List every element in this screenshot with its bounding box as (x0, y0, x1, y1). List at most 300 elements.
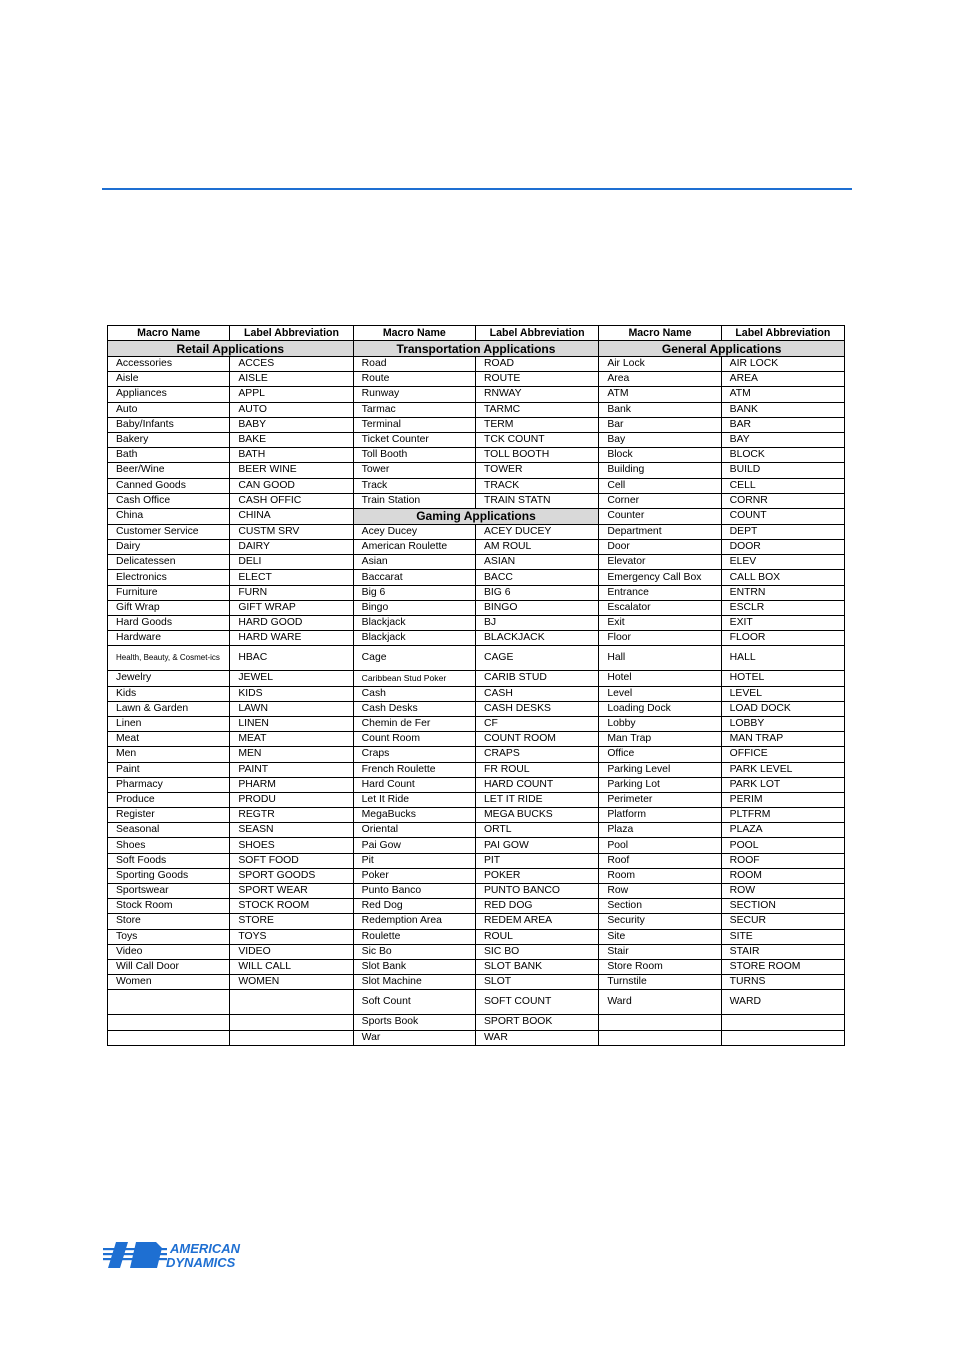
label-abbreviation-cell: TERM (475, 417, 598, 432)
macro-name-cell: Men (108, 747, 230, 762)
label-abbreviation-cell: TCK COUNT (475, 432, 598, 447)
macro-name-cell: Platform (599, 808, 721, 823)
macro-name-cell: Train Station (353, 493, 475, 508)
label-abbreviation-cell: BAR (721, 417, 844, 432)
macro-name-cell: Block (599, 448, 721, 463)
label-abbreviation-cell: MEGA BUCKS (475, 808, 598, 823)
label-abbreviation-cell: BANK (721, 402, 844, 417)
label-abbreviation-cell (230, 1015, 353, 1030)
column-header: Label Abbreviation (721, 326, 844, 341)
label-abbreviation-cell: HARD GOOD (230, 616, 353, 631)
macro-name-cell: Roof (599, 853, 721, 868)
macro-name-cell: Store Room (599, 959, 721, 974)
macro-name-cell: Redemption Area (353, 914, 475, 929)
macro-name-cell: Meat (108, 732, 230, 747)
table-row (108, 570, 845, 585)
label-abbreviation-cell: ELECT (230, 570, 353, 585)
label-abbreviation-cell: ROOF (721, 853, 844, 868)
macro-name-cell: War (353, 1030, 475, 1045)
label-abbreviation-cell: ACCES (230, 357, 353, 372)
label-abbreviation-cell: PUNTO BANCO (475, 884, 598, 899)
label-abbreviation-cell: BJ (475, 616, 598, 631)
label-abbreviation-cell: AM ROUL (475, 540, 598, 555)
table-row (108, 555, 845, 570)
label-abbreviation-cell: JEWEL (230, 671, 353, 686)
table-row (108, 884, 845, 899)
column-header-row (108, 326, 845, 341)
label-abbreviation-cell: SHOES (230, 838, 353, 853)
label-abbreviation-cell: MEN (230, 747, 353, 762)
macro-name-cell: Bingo (353, 600, 475, 615)
label-abbreviation-cell: KIDS (230, 686, 353, 701)
macro-name-cell: Pai Gow (353, 838, 475, 853)
label-abbreviation-cell: PLAZA (721, 823, 844, 838)
macro-name-cell: Hard Count (353, 777, 475, 792)
label-abbreviation-cell: AREA (721, 372, 844, 387)
macro-name-cell: Toll Booth (353, 448, 475, 463)
label-abbreviation-cell: HBAC (230, 646, 353, 671)
label-abbreviation-cell: APPL (230, 387, 353, 402)
macro-name-cell (108, 1015, 230, 1030)
label-abbreviation-cell: STORE ROOM (721, 959, 844, 974)
macro-name-cell: Security (599, 914, 721, 929)
macro-name-cell: Emergency Call Box (599, 570, 721, 585)
macro-name-cell: Sic Bo (353, 944, 475, 959)
macro-name-cell: Cash Office (108, 493, 230, 508)
label-abbreviation-cell: STOCK ROOM (230, 899, 353, 914)
label-abbreviation-cell: ORTL (475, 823, 598, 838)
label-abbreviation-cell: BLOCK (721, 448, 844, 463)
macro-name-cell: Red Dog (353, 899, 475, 914)
macro-name-cell: ATM (599, 387, 721, 402)
label-abbreviation-cell: SPORT GOODS (230, 868, 353, 883)
macro-name-cell: Pool (599, 838, 721, 853)
macro-name-cell: Section (599, 899, 721, 914)
table-row (108, 540, 845, 555)
label-abbreviation-cell: POKER (475, 868, 598, 883)
table-row (108, 646, 845, 671)
label-abbreviation-cell: AISLE (230, 372, 353, 387)
label-abbreviation-cell (230, 1030, 353, 1045)
macro-name-cell: Entrance (599, 585, 721, 600)
label-abbreviation-cell: RED DOG (475, 899, 598, 914)
label-abbreviation-cell: ACEY DUCEY (475, 524, 598, 539)
macro-name-cell: Count Room (353, 732, 475, 747)
macro-name-cell: Elevator (599, 555, 721, 570)
label-abbreviation-cell: LINEN (230, 716, 353, 731)
macro-name-cell: Air Lock (599, 357, 721, 372)
label-abbreviation-cell: DEPT (721, 524, 844, 539)
logo-text-american: AMERICAN (170, 1241, 241, 1256)
macro-name-cell: Video (108, 944, 230, 959)
macro-name-cell: Bar (599, 417, 721, 432)
section-header: Transportation Applications (353, 341, 599, 357)
label-abbreviation-cell: CORNR (721, 493, 844, 508)
macro-name-cell: Electronics (108, 570, 230, 585)
label-abbreviation-cell: TURNS (721, 975, 844, 990)
table-body (108, 341, 845, 1046)
macro-name-cell (599, 1015, 721, 1030)
macro-table-container (107, 325, 845, 1046)
table-row (108, 929, 845, 944)
macro-name-cell: Chemin de Fer (353, 716, 475, 731)
macro-name-cell: MegaBucks (353, 808, 475, 823)
label-abbreviation-cell: DELI (230, 555, 353, 570)
label-abbreviation-cell: SECUR (721, 914, 844, 929)
macro-name-cell: Acey Ducey (353, 524, 475, 539)
section-header: Retail Applications (108, 341, 354, 357)
label-abbreviation-cell: FR ROUL (475, 762, 598, 777)
macro-name-cell: Escalator (599, 600, 721, 615)
label-abbreviation-cell: TOLL BOOTH (475, 448, 598, 463)
macro-name-cell: Turnstile (599, 975, 721, 990)
label-abbreviation-cell: ROUTE (475, 372, 598, 387)
macro-name-cell: Sporting Goods (108, 868, 230, 883)
label-abbreviation-cell: FLOOR (721, 631, 844, 646)
label-abbreviation-cell: CUSTM SRV (230, 524, 353, 539)
macro-name-cell: Hotel (599, 671, 721, 686)
label-abbreviation-cell: SITE (721, 929, 844, 944)
label-abbreviation-cell: WILL CALL (230, 959, 353, 974)
table-row (108, 959, 845, 974)
label-abbreviation-cell: TARMC (475, 402, 598, 417)
macro-name-cell: Perimeter (599, 792, 721, 807)
macro-name-cell: Cage (353, 646, 475, 671)
macro-name-cell: Customer Service (108, 524, 230, 539)
macro-name-cell: Lobby (599, 716, 721, 731)
label-abbreviation-cell: ROUL (475, 929, 598, 944)
macro-name-cell: Ward (599, 990, 721, 1015)
label-abbreviation-cell: TRACK (475, 478, 598, 493)
table-row (108, 990, 845, 1015)
label-abbreviation-cell: SOFT FOOD (230, 853, 353, 868)
macro-name-cell: Terminal (353, 417, 475, 432)
label-abbreviation-cell: SIC BO (475, 944, 598, 959)
label-abbreviation-cell: PERIM (721, 792, 844, 807)
macro-name-cell: Soft Count (353, 990, 475, 1015)
macro-abbreviation-table (107, 325, 845, 1046)
label-abbreviation-cell: FURN (230, 585, 353, 600)
macro-name-cell: Road (353, 357, 475, 372)
macro-name-cell: Slot Machine (353, 975, 475, 990)
table-row (108, 357, 845, 372)
macro-name-cell: Plaza (599, 823, 721, 838)
macro-name-cell: Bakery (108, 432, 230, 447)
macro-name-cell: Stair (599, 944, 721, 959)
label-abbreviation-cell: VIDEO (230, 944, 353, 959)
label-abbreviation-cell: PARK LEVEL (721, 762, 844, 777)
label-abbreviation-cell: DOOR (721, 540, 844, 555)
section-header-row (108, 341, 845, 357)
macro-name-cell: Lawn & Garden (108, 701, 230, 716)
label-abbreviation-cell: SECTION (721, 899, 844, 914)
table-row (108, 1030, 845, 1045)
table-row (108, 777, 845, 792)
macro-name-cell (108, 1030, 230, 1045)
label-abbreviation-cell: STAIR (721, 944, 844, 959)
label-abbreviation-cell: BLACKJACK (475, 631, 598, 646)
ad-monogram-icon (103, 1242, 167, 1268)
macro-name-cell: Shoes (108, 838, 230, 853)
column-header: Macro Name (599, 326, 721, 341)
macro-name-cell: Dairy (108, 540, 230, 555)
label-abbreviation-cell: CELL (721, 478, 844, 493)
macro-name-cell: Punto Banco (353, 884, 475, 899)
macro-name-cell: Site (599, 929, 721, 944)
macro-name-cell: Accessories (108, 357, 230, 372)
table-row (108, 808, 845, 823)
label-abbreviation-cell: CASH (475, 686, 598, 701)
label-abbreviation-cell: BAY (721, 432, 844, 447)
macro-name-cell: Area (599, 372, 721, 387)
label-abbreviation-cell: MEAT (230, 732, 353, 747)
label-abbreviation-cell: PAI GOW (475, 838, 598, 853)
table-row (108, 868, 845, 883)
table-row (108, 478, 845, 493)
macro-name-cell: Soft Foods (108, 853, 230, 868)
label-abbreviation-cell: HOTEL (721, 671, 844, 686)
macro-name-cell: Exit (599, 616, 721, 631)
macro-name-cell: Corner (599, 493, 721, 508)
table-row (108, 417, 845, 432)
label-abbreviation-cell: BIG 6 (475, 585, 598, 600)
label-abbreviation-cell: PLTFRM (721, 808, 844, 823)
macro-name-cell: Hall (599, 646, 721, 671)
macro-name-cell: Big 6 (353, 585, 475, 600)
macro-name-cell: Roulette (353, 929, 475, 944)
macro-name-cell: Let It Ride (353, 792, 475, 807)
table-row (108, 463, 845, 478)
macro-name-cell: Seasonal (108, 823, 230, 838)
label-abbreviation-cell: AUTO (230, 402, 353, 417)
label-abbreviation-cell: HARD COUNT (475, 777, 598, 792)
label-abbreviation-cell: CF (475, 716, 598, 731)
table-row (108, 716, 845, 731)
label-abbreviation-cell: CASH OFFIC (230, 493, 353, 508)
macro-name-cell: Loading Dock (599, 701, 721, 716)
macro-name-cell (108, 990, 230, 1015)
table-row (108, 616, 845, 631)
macro-name-cell: Stock Room (108, 899, 230, 914)
macro-name-cell: Toys (108, 929, 230, 944)
macro-name-cell: Bay (599, 432, 721, 447)
label-abbreviation-cell: SPORT BOOK (475, 1015, 598, 1030)
macro-name-cell: Counter (599, 508, 721, 524)
macro-name-cell: Building (599, 463, 721, 478)
macro-name-cell: Cash (353, 686, 475, 701)
label-abbreviation-cell: PRODU (230, 792, 353, 807)
american-dynamics-logo (102, 1238, 272, 1272)
macro-name-cell: Sportswear (108, 884, 230, 899)
table-row (108, 899, 845, 914)
macro-name-cell: Beer/Wine (108, 463, 230, 478)
macro-name-cell: Register (108, 808, 230, 823)
label-abbreviation-cell: SLOT BANK (475, 959, 598, 974)
label-abbreviation-cell: TRAIN STATN (475, 493, 598, 508)
label-abbreviation-cell: BATH (230, 448, 353, 463)
macro-name-cell: Baccarat (353, 570, 475, 585)
table-row (108, 838, 845, 853)
macro-name-cell: Oriental (353, 823, 475, 838)
label-abbreviation-cell: WARD (721, 990, 844, 1015)
label-abbreviation-cell: REGTR (230, 808, 353, 823)
table-row (108, 914, 845, 929)
macro-name-cell: Linen (108, 716, 230, 731)
label-abbreviation-cell: CHINA (230, 508, 353, 524)
macro-name-cell: Furniture (108, 585, 230, 600)
label-abbreviation-cell: ROAD (475, 357, 598, 372)
table-row (108, 402, 845, 417)
column-header: Label Abbreviation (230, 326, 353, 341)
table-row (108, 508, 845, 524)
label-abbreviation-cell: STORE (230, 914, 353, 929)
label-abbreviation-cell: BACC (475, 570, 598, 585)
macro-name-cell: Gift Wrap (108, 600, 230, 615)
macro-name-cell: Floor (599, 631, 721, 646)
label-abbreviation-cell: LEVEL (721, 686, 844, 701)
label-abbreviation-cell: BAKE (230, 432, 353, 447)
label-abbreviation-cell (721, 1030, 844, 1045)
table-row (108, 792, 845, 807)
macro-name-cell: Slot Bank (353, 959, 475, 974)
macro-name-cell: Produce (108, 792, 230, 807)
label-abbreviation-cell: SEASN (230, 823, 353, 838)
table-row (108, 372, 845, 387)
macro-name-cell: Cell (599, 478, 721, 493)
label-abbreviation-cell: LET IT RIDE (475, 792, 598, 807)
label-abbreviation-cell: CASH DESKS (475, 701, 598, 716)
macro-name-cell: Craps (353, 747, 475, 762)
label-abbreviation-cell: BABY (230, 417, 353, 432)
macro-name-cell: Will Call Door (108, 959, 230, 974)
table-row (108, 671, 845, 686)
label-abbreviation-cell: LAWN (230, 701, 353, 716)
table-row (108, 1015, 845, 1030)
section-header: Gaming Applications (353, 508, 599, 524)
column-header: Macro Name (353, 326, 475, 341)
macro-name-cell: French Roulette (353, 762, 475, 777)
table-row (108, 387, 845, 402)
label-abbreviation-cell: EXIT (721, 616, 844, 631)
macro-name-cell: Kids (108, 686, 230, 701)
table-row (108, 823, 845, 838)
macro-name-cell: Asian (353, 555, 475, 570)
label-abbreviation-cell: LOAD DOCK (721, 701, 844, 716)
table-row (108, 600, 845, 615)
label-abbreviation-cell: CAGE (475, 646, 598, 671)
macro-name-cell: Tower (353, 463, 475, 478)
label-abbreviation-cell: CRAPS (475, 747, 598, 762)
label-abbreviation-cell: COUNT ROOM (475, 732, 598, 747)
macro-name-cell: Route (353, 372, 475, 387)
label-abbreviation-cell: MAN TRAP (721, 732, 844, 747)
table-row (108, 701, 845, 716)
label-abbreviation-cell: ROOM (721, 868, 844, 883)
table-row (108, 686, 845, 701)
macro-name-cell: Office (599, 747, 721, 762)
macro-name-cell: Cash Desks (353, 701, 475, 716)
label-abbreviation-cell: TOWER (475, 463, 598, 478)
macro-name-cell: Hard Goods (108, 616, 230, 631)
macro-name-cell: Auto (108, 402, 230, 417)
label-abbreviation-cell: ESCLR (721, 600, 844, 615)
table-row (108, 732, 845, 747)
macro-name-cell: Blackjack (353, 631, 475, 646)
label-abbreviation-cell (721, 1015, 844, 1030)
label-abbreviation-cell: HALL (721, 646, 844, 671)
macro-name-cell: Ticket Counter (353, 432, 475, 447)
macro-name-cell: Door (599, 540, 721, 555)
label-abbreviation-cell: ASIAN (475, 555, 598, 570)
label-abbreviation-cell: CALL BOX (721, 570, 844, 585)
label-abbreviation-cell: RNWAY (475, 387, 598, 402)
macro-name-cell: American Roulette (353, 540, 475, 555)
label-abbreviation-cell: PHARM (230, 777, 353, 792)
label-abbreviation-cell: REDEM AREA (475, 914, 598, 929)
macro-name-cell: Parking Lot (599, 777, 721, 792)
label-abbreviation-cell: CAN GOOD (230, 478, 353, 493)
table-row (108, 631, 845, 646)
macro-name-cell: Pit (353, 853, 475, 868)
macro-name-cell: Room (599, 868, 721, 883)
label-abbreviation-cell: BEER WINE (230, 463, 353, 478)
macro-name-cell: Runway (353, 387, 475, 402)
macro-name-cell: Aisle (108, 372, 230, 387)
label-abbreviation-cell: POOL (721, 838, 844, 853)
table-row (108, 585, 845, 600)
macro-name-cell: Bath (108, 448, 230, 463)
label-abbreviation-cell: PARK LOT (721, 777, 844, 792)
macro-name-cell (599, 1030, 721, 1045)
macro-name-cell: Track (353, 478, 475, 493)
macro-name-cell: Parking Level (599, 762, 721, 777)
table-row (108, 432, 845, 447)
label-abbreviation-cell: LOBBY (721, 716, 844, 731)
label-abbreviation-cell: CARIB STUD (475, 671, 598, 686)
macro-name-cell: Appliances (108, 387, 230, 402)
macro-name-cell: Blackjack (353, 616, 475, 631)
label-abbreviation-cell: SLOT (475, 975, 598, 990)
label-abbreviation-cell: TOYS (230, 929, 353, 944)
table-row (108, 762, 845, 777)
table-row (108, 853, 845, 868)
section-header: General Applications (599, 341, 845, 357)
macro-name-cell: Delicatessen (108, 555, 230, 570)
column-header: Label Abbreviation (475, 326, 598, 341)
macro-name-cell: Jewelry (108, 671, 230, 686)
macro-name-cell: Health, Beauty, & Cosmet-ics (108, 646, 230, 671)
table-row (108, 975, 845, 990)
label-abbreviation-cell: GIFT WRAP (230, 600, 353, 615)
macro-name-cell: Pharmacy (108, 777, 230, 792)
table-row (108, 493, 845, 508)
label-abbreviation-cell: OFFICE (721, 747, 844, 762)
table-row (108, 944, 845, 959)
label-abbreviation-cell: SPORT WEAR (230, 884, 353, 899)
macro-name-cell: Department (599, 524, 721, 539)
label-abbreviation-cell: ROW (721, 884, 844, 899)
macro-name-cell: Bank (599, 402, 721, 417)
macro-name-cell: Poker (353, 868, 475, 883)
label-abbreviation-cell: ATM (721, 387, 844, 402)
label-abbreviation-cell: WOMEN (230, 975, 353, 990)
macro-name-cell: Level (599, 686, 721, 701)
table-row (108, 747, 845, 762)
macro-name-cell: Women (108, 975, 230, 990)
column-header: Macro Name (108, 326, 230, 341)
table-row (108, 448, 845, 463)
label-abbreviation-cell: AIR LOCK (721, 357, 844, 372)
